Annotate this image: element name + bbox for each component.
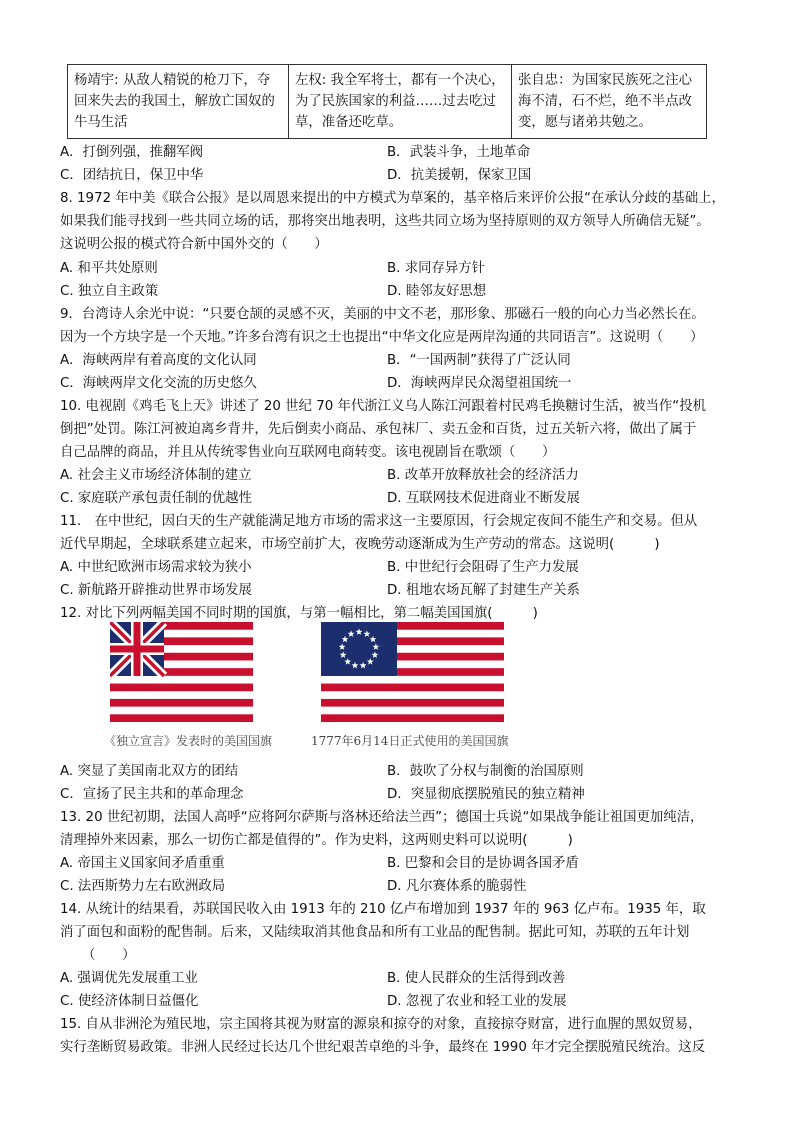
- q12-option-a[interactable]: A. 突显了美国南北双方的团结: [60, 764, 239, 779]
- q14-option-d[interactable]: D. 忽视了农业和轻工业的发展: [387, 994, 567, 1009]
- q10-option-a[interactable]: A. 社会主义市场经济体制的建立: [60, 468, 252, 483]
- q12-stem-line-1: 12. 对比下列两幅美国不同时期的国旗，与第一幅相比，第二幅美国国旗( ): [60, 606, 538, 621]
- q8-option-a[interactable]: A. 和平共处原则: [60, 261, 158, 276]
- q11-option-d[interactable]: D. 租地农场瓦解了封建生产关系: [387, 583, 580, 598]
- q9-option-a[interactable]: A．海峡两岸有着高度的文化认同: [60, 353, 257, 368]
- q12-option-c[interactable]: C．宣扬了民主共和的革命理念: [60, 787, 244, 802]
- quotes-table: [67, 64, 707, 139]
- q8-stem-line-3: 这说明公报的模式符合新中国外交的（ ）: [60, 237, 328, 252]
- betsy-ross-flag: [321, 622, 504, 722]
- flag-1777-image: [321, 622, 504, 722]
- q8-stem-line-1: 8. 1972 年中美《联合公报》是以周恩来提出的中方模式为草案的，基辛格后来评价公报“在承认分歧的基础上，: [60, 191, 725, 206]
- q14-option-b[interactable]: B. 使人民群众的生活得到改善: [387, 971, 566, 986]
- q11-option-c[interactable]: C. 新航路开辟推动世界市场发展: [60, 583, 252, 598]
- q14-stem-line-2: 消了面包和面粉的配售制。后来，又陆续取消其他食品和所有工业品的配售制。据此可知，苏联的五年计划: [60, 925, 690, 940]
- q13-option-d[interactable]: D. 凡尔赛体系的脆弱性: [387, 879, 527, 894]
- q13-stem-line-2: 清理掉外来因素，那么一切伤亡都是值得的”。作为史料，这两则史料可以说明( ): [60, 833, 573, 848]
- q10-option-c[interactable]: C. 家庭联产承包责任制的优越性: [60, 491, 252, 506]
- q8-stem-line-2: 如果我们能寻找到一些共同立场的话，那将突出地表明，这些共同立场为坚持原则的双方领导人所确信无疑”。: [60, 214, 710, 229]
- q11-stem-line-2: 近代早期起，全球联系建立起来，市场空前扩大，夜晚劳动逐渐成为生产劳动的常态。这说明( ): [60, 537, 660, 552]
- grand-union-flag: [110, 622, 253, 722]
- q11-stem-line-1: 11． 在中世纪，因白天的生产就能满足地方市场的需求这一主要原因，行会规定夜间不能生产和交易。但从: [60, 514, 698, 529]
- flag-independence-declaration-image: [110, 622, 253, 722]
- q7-option-c[interactable]: C．团结抗日，保卫中华: [60, 168, 204, 183]
- q10-stem-line-1: 10. 电视剧《鸡毛飞上天》讲述了 20 世纪 70 年代浙江义乌人陈江河跟着村民鸡毛换糖讨生活，被当作“投机: [60, 399, 706, 414]
- q13-option-c[interactable]: C. 法西斯势力左右欧洲政局: [60, 879, 226, 894]
- q10-stem-line-3: 自己品牌的商品，并且从传统零售业向互联网电商转变。该电视剧旨在歌颂（ ）: [60, 445, 556, 460]
- q9-option-b[interactable]: B．“一国两制”获得了广泛认同: [387, 353, 571, 368]
- q14-option-c[interactable]: C. 使经济体制日益僵化: [60, 994, 199, 1009]
- q14-stem-line-3: （ ）: [82, 948, 136, 963]
- flag-stripe: [321, 714, 504, 722]
- quote-yang-jingyu: 杨靖宇: 从敌人精锐的枪刀下，夺回来失去的我国土，解放亡国奴的牛马生活: [68, 65, 289, 139]
- q8-option-d[interactable]: D. 睦邻友好思想: [387, 284, 487, 299]
- quote-zhang-zizhong: 张自忠：为国家民族死之注心海不清，石不烂，绝不半点改变，愿与诸弟共勉之。: [512, 65, 707, 139]
- flag-stripe: [110, 714, 253, 722]
- quote-zuo-quan: 左权: 我全军将士，都有一个决心，为了民族国家的利益……过去吃过草，准备还吃草。: [289, 65, 512, 139]
- q11-option-b[interactable]: B. 中世纪行会阻碍了生产力发展: [387, 560, 579, 575]
- q13-option-a[interactable]: A. 帝国主义国家间矛盾重重: [60, 856, 225, 871]
- q15-stem-line-2: 实行垄断贸易政策。非洲人民经过长达几个世纪艰苦卓绝的斗争，最终在 1990 年才完全摆脱殖民统治。这反: [60, 1040, 706, 1055]
- q14-stem-line-1: 14. 从统计的结果看，苏联国民收入由 1913 年的 210 亿卢布增加到 1937 年的 963 亿卢布。1935 年，取: [60, 902, 706, 917]
- q10-option-d[interactable]: D. 互联网技术促进商业不断发展: [387, 491, 580, 506]
- q7-option-a[interactable]: A．打倒列强，推翻军阀: [60, 145, 204, 160]
- flag-caption-1: 《独立宣言》发表时的美国国旗: [104, 734, 273, 748]
- flag-stripe: [110, 684, 253, 692]
- q9-option-d[interactable]: D．海峡两岸民众渴望祖国统一: [387, 376, 572, 391]
- q8-option-b[interactable]: B. 求同存异方针: [387, 261, 486, 276]
- q12-option-b[interactable]: B．鼓吹了分权与制衡的治国原则: [387, 764, 584, 779]
- q11-option-a[interactable]: A. 中世纪欧洲市场需求较为狭小: [60, 560, 252, 575]
- q10-option-b[interactable]: B. 改革开放释放社会的经济活力: [387, 468, 579, 483]
- flag-stripe: [321, 684, 504, 692]
- flag-stripe: [110, 699, 253, 707]
- q7-option-d[interactable]: D．抗美援朝，保家卫国: [387, 168, 532, 183]
- q12-option-d[interactable]: D．突显彻底摆脱殖民的独立精神: [387, 787, 585, 802]
- flag-caption-2: 1777年6月14日正式使用的美国国旗: [311, 734, 509, 748]
- q9-option-c[interactable]: C．海峡两岸文化交流的历史悠久: [60, 376, 257, 391]
- q15-stem-line-1: 15. 自从非洲沦为殖民地，宗主国将其视为财富的源泉和掠夺的对象，直接掠夺财富，进行血腥的黑奴贸易，: [60, 1017, 702, 1032]
- q13-stem-line-1: 13. 20 世纪初期，法国人高呼“应将阿尔萨斯与洛林还给法兰西”；德国士兵说“如果战争能让祖国更加纯洁，: [60, 810, 704, 825]
- q9-stem-line-1: 9．台湾诗人余光中说：“只要仓颉的灵感不灭，美丽的中文不老，那形象、那磁石一般的向心力当必然长在。: [60, 307, 705, 322]
- q7-option-b[interactable]: B．武装斗争，土地革命: [387, 145, 531, 160]
- q10-stem-line-2: 倒把”处罚。陈江河被迫离乡背井，先后倒卖小商品、承包袜厂、卖五金和百货，过五关斩六将，做出了属于: [60, 422, 697, 437]
- q9-stem-line-2: 因为一个方块字是一个天地。”许多台湾有识之士也提出“中华文化应是两岸沟通的共同语言”。这说明（ ）: [60, 330, 704, 345]
- flag-stripe: [321, 699, 504, 707]
- q13-option-b[interactable]: B. 巴黎和会目的是协调各国矛盾: [387, 856, 579, 871]
- q14-option-a[interactable]: A. 强调优先发展重工业: [60, 971, 198, 986]
- q8-option-c[interactable]: C. 独立自主政策: [60, 284, 159, 299]
